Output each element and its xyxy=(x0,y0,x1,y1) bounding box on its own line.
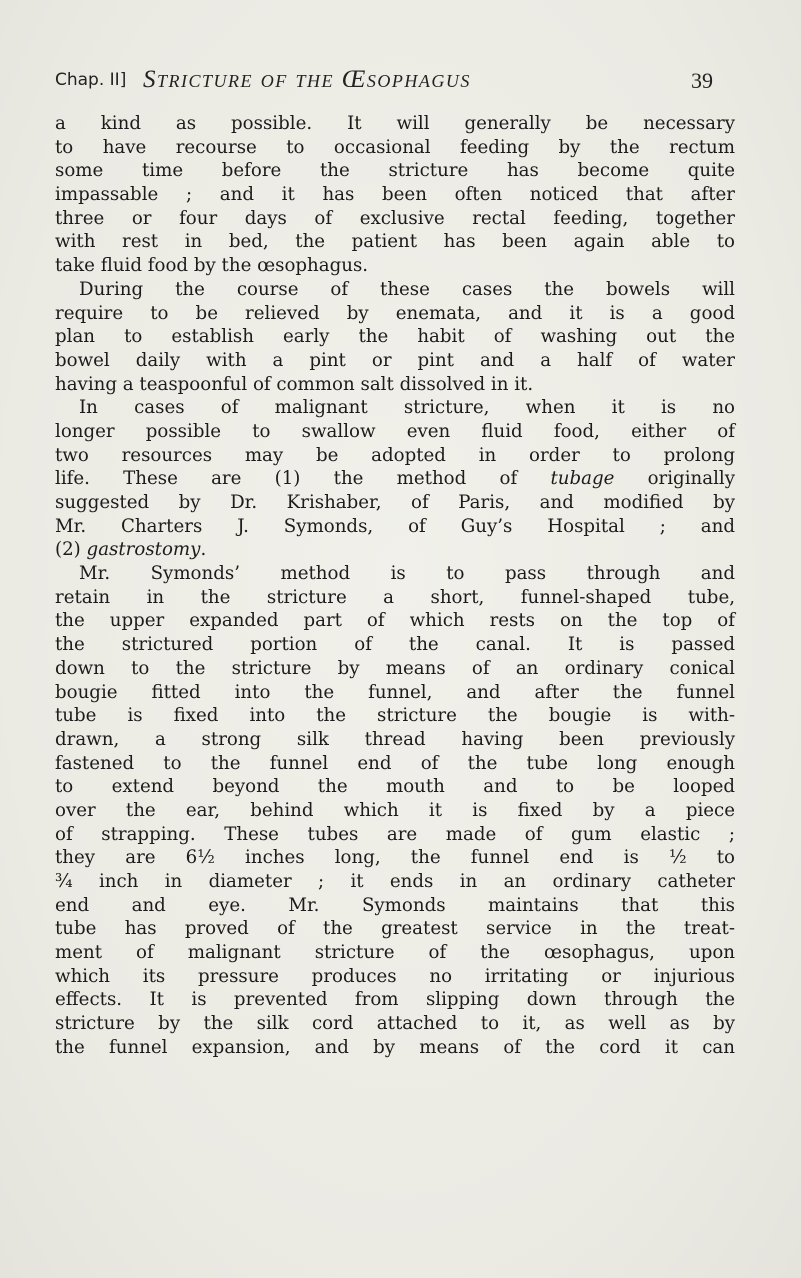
text-line: end and eye. Mr. Symonds maintains that this xyxy=(55,894,735,916)
text-line: plan to establish early the habit of washing out the xyxy=(55,326,735,348)
text-line: stricture by the silk cord attached to it, as well as by xyxy=(55,1013,735,1035)
text-line: to have recourse to occasional feeding by the rectum xyxy=(55,136,735,158)
text-line: the strictured portion of the canal. It is passed xyxy=(55,634,735,656)
text-line: impassable ; and it has been often noticed that after xyxy=(55,184,735,206)
text-line: having a teaspoonful of common salt dissolved in it. xyxy=(55,373,534,395)
text-line: Mr. Charters J. Symonds, of Guy’s Hospital ; and xyxy=(55,515,735,537)
text-line: tube has proved of the greatest service in the treat- xyxy=(55,918,735,940)
text-line: fastened to the funnel end of the tube long enough xyxy=(55,752,735,774)
italic-term: gastrostomy xyxy=(86,539,201,561)
chapter-label: Chap. II] xyxy=(55,70,127,90)
text-line: During the course of these cases the bowels will xyxy=(79,278,735,300)
text-line: longer possible to swallow even fluid food, either of xyxy=(55,420,735,442)
text-line: retain in the stricture a short, funnel-shaped tube, xyxy=(55,586,735,608)
text-line: tube is fixed into the stricture the bougie is with- xyxy=(55,705,735,727)
text-line: suggested by Dr. Krishaber, of Paris, and modified by xyxy=(55,492,735,513)
text-line: take fluid food by the œsophagus. xyxy=(55,255,369,277)
text-line: the upper expanded part of which rests on the top of xyxy=(55,610,735,632)
text-line: Mr. Symonds’ method is to pass through and xyxy=(79,563,735,585)
text-line: ¾ inch in diameter ; it ends in an ordinary catheter xyxy=(55,871,735,892)
text-line: life. These are (1) the method of tubage originally xyxy=(55,468,735,490)
text-line: bowel daily with a pint or pint and a half of water xyxy=(55,349,735,371)
text-line: the funnel expansion, and by means of the cord it can xyxy=(55,1036,735,1058)
text-line: to extend beyond the mouth and to be looped xyxy=(55,776,735,798)
text-line: over the ear, behind which it is fixed by a piece xyxy=(55,799,735,821)
text-line: some time before the stricture has become quite xyxy=(55,160,735,182)
running-header xyxy=(55,66,755,96)
text-line: effects. It is prevented from slipping down through the xyxy=(55,989,735,1011)
text-line: down to the stricture by means of an ordinary conical xyxy=(55,657,735,679)
text-line: a kind as possible. It will generally be necessary xyxy=(55,113,735,134)
italic-term: tubage xyxy=(550,468,615,490)
running-title: Stricture of the Œsophagus xyxy=(143,66,471,93)
text-line: (2) gastrostomy. xyxy=(55,539,207,561)
text-line: two resources may be adopted in order to prolong xyxy=(55,444,735,466)
text-line: three or four days of exclusive rectal feeding, together xyxy=(55,207,735,229)
text-line: which its pressure produces no irritating or injurious xyxy=(55,965,735,987)
text-line: of strapping. These tubes are made of gum elastic ; xyxy=(55,823,735,845)
text-line: they are 6½ inches long, the funnel end is ½ to xyxy=(55,847,735,869)
text-line: require to be relieved by enemata, and it is a good xyxy=(55,302,735,324)
page-number: 39 xyxy=(691,68,713,93)
text-line: In cases of malignant stricture, when it is no xyxy=(79,397,735,419)
body-text xyxy=(55,112,735,1060)
text-line: drawn, a strong silk thread having been previously xyxy=(55,728,735,750)
text-line: with rest in bed, the patient has been again able to xyxy=(55,231,735,253)
text-line: bougie fitted into the funnel, and after the funnel xyxy=(55,681,735,703)
text-line: ment of malignant stricture of the œsophagus, upon xyxy=(55,942,735,964)
